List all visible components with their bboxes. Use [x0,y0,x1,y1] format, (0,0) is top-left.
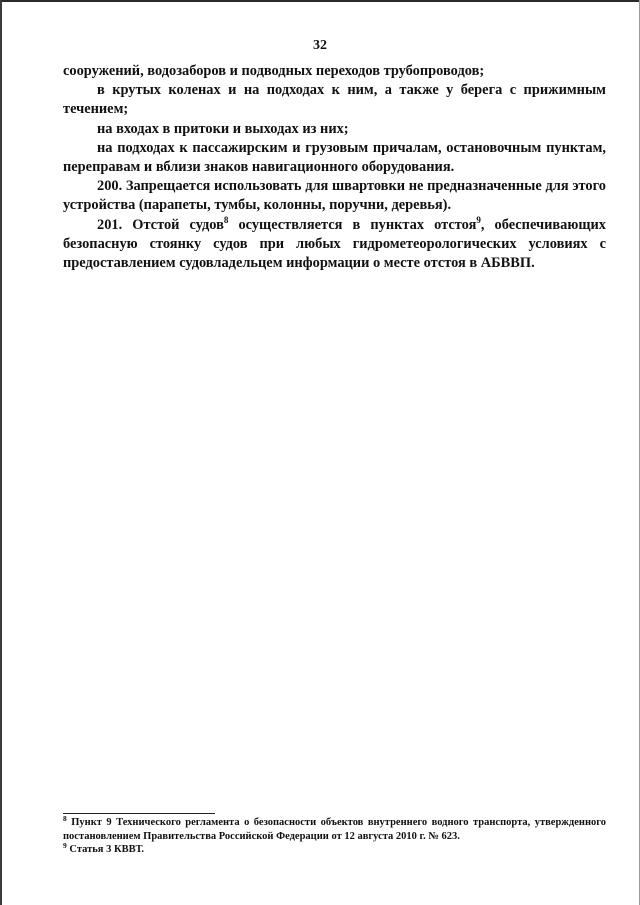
document-body [63,62,606,273]
footnote-ref-8[interactable]: 8 [223,214,229,225]
footnote-9 [63,843,606,857]
paragraph-bends: в крутых коленах и на подходах к ним, а также у берега с прижимным течением; [63,82,606,118]
footnotes [63,816,606,857]
footnote-mark-9: 9 [63,841,67,851]
paragraph-201-end: , обеспечивающих безопасную стоянку судов при любых гидрометеорологических условиях с предоставлением судовладельцем информации о месте отстоя в АБВВП. [63,216,606,272]
footnote-8-text: Пункт 9 Технического регламента о безопасности объектов внутреннего водного транспорта, утвержденного постановлением Правительства Российской Федерации от 12 августа 2010 г. № 623. [63,817,606,842]
paragraph-berths: на подходах к пассажирским и грузовым причалам, остановочным пунктам, переправам и вблизи знаков навигационного оборудования. [63,139,606,176]
paragraph-201-middle: осуществляется в пунктах отстоя [228,216,477,233]
page-number: 32 [313,38,327,53]
footnote-ref-9[interactable]: 9 [476,214,481,225]
footnote-separator [63,813,215,814]
scan-top-edge [0,0,640,2]
footnote-mark-8: 8 [63,814,67,823]
scan-left-edge [0,0,2,905]
paragraph-tributaries: на входах в притоки и выходах из них; [97,120,349,137]
paragraph-200: 200. Запрещается использовать для швартовки не предназначенные для этого устройства (парапеты, тумбы, колонны, поручни, деревья). [63,178,606,214]
footnote-8 [63,816,606,843]
paragraph-201-start: 201. Отстой судов [97,216,224,233]
paragraph-continuation: сооружений, водозаборов и подводных переходов трубопроводов; [63,63,485,79]
footnote-9-text: Статья 3 КВВТ. [66,844,145,856]
paragraph-201 [63,216,606,274]
